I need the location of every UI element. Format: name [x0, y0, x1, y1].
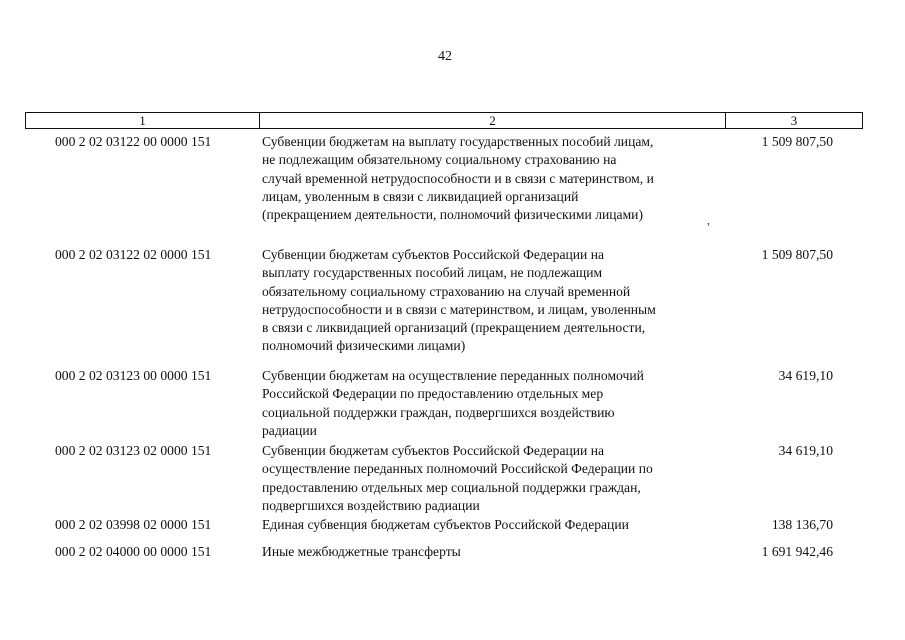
budget-code: 000 2 02 03123 02 0000 151 [55, 443, 212, 458]
row-amount: 34 619,10 [778, 368, 833, 383]
row-description: Единая субвенция бюджетам субъектов Российской Федерации [262, 517, 629, 532]
budget-code: 000 2 02 04000 00 0000 151 [55, 544, 212, 559]
row-amount: 1 691 942,46 [761, 544, 833, 559]
scan-mark: , [707, 213, 710, 227]
budget-code: 000 2 02 03122 02 0000 151 [55, 247, 212, 262]
row-description: Субвенции бюджетам субъектов Российской Федерации на осуществление переданных полномочий Российской Федерации по предоставлению отдельных мер социальной поддержки граждан, подвергшихся воздействию радиации [262, 443, 653, 513]
budget-code: 000 2 02 03998 02 0000 151 [55, 517, 212, 532]
row-amount: 1 509 807,50 [761, 247, 833, 262]
row-amount: 34 619,10 [778, 443, 833, 458]
column-header-2: 2 [260, 113, 726, 128]
row-amount: 138 136,70 [771, 517, 833, 532]
row-description: Субвенции бюджетам на выплату государственных пособий лицам, не подлежащим обязательному социальному страхованию на случай временной нетрудоспособности и в связи с материнством, и лицам, уволенным в связи с ликвидацией организаций (прекращением деятельности, полномочий физическими лицами) [262, 134, 654, 223]
row-description: Субвенции бюджетам субъектов Российской Федерации на выплату государственных пособий лицам, не подлежащим обязательному социальному страхованию на случай временной нетрудоспособности и в связи с материнством, и лицам, уволенным в связи с ликвидацией организаций (прекращением деятельности, полномочий физическими лицами) [262, 247, 656, 354]
table-header-row [25, 112, 863, 129]
column-header-3: 3 [790, 113, 798, 128]
page-number: 42 [438, 49, 452, 64]
column-header-1: 1 [26, 113, 260, 128]
budget-code: 000 2 02 03122 00 0000 151 [55, 134, 212, 149]
row-amount: 1 509 807,50 [761, 134, 833, 149]
row-description: Субвенции бюджетам на осуществление переданных полномочий Российской Федерации по предоставлению отдельных мер социальной поддержки граждан, подвергшихся воздействию радиации [262, 368, 644, 438]
budget-code: 000 2 02 03123 00 0000 151 [55, 368, 212, 383]
row-description: Иные межбюджетные трансферты [262, 544, 461, 559]
